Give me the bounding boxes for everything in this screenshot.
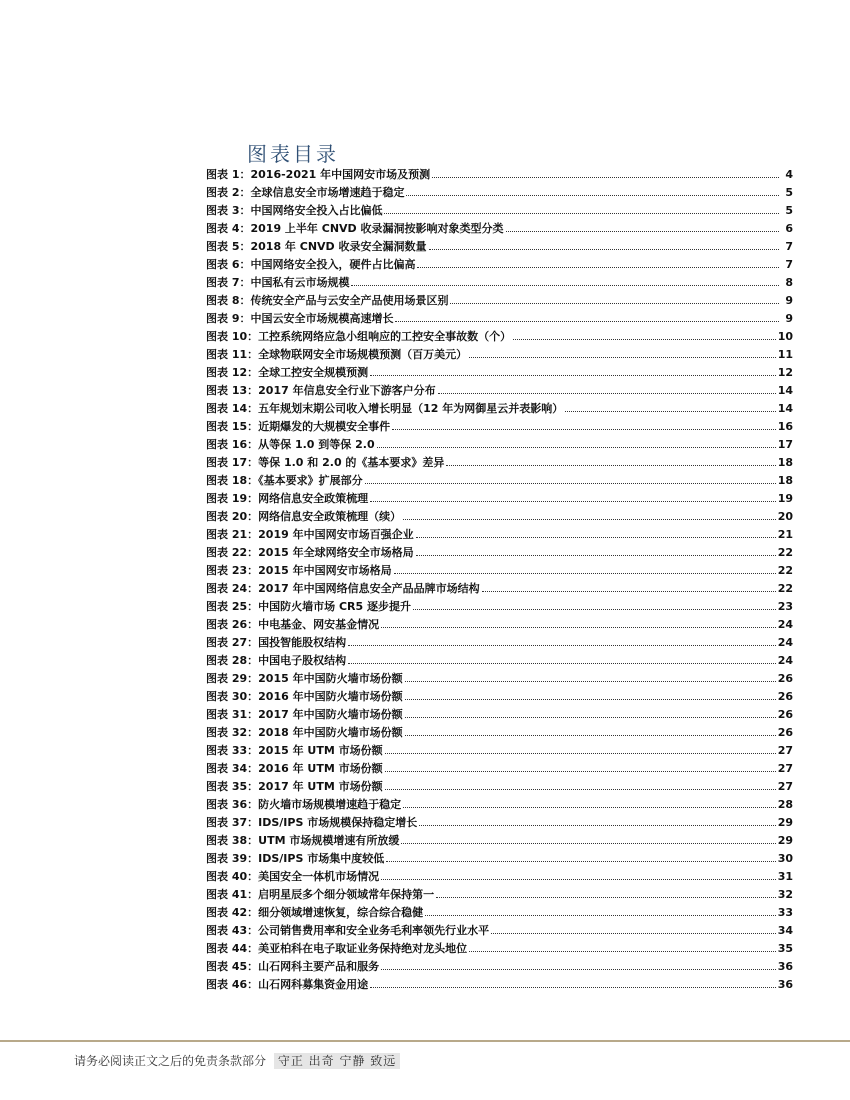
toc-leader-dots — [405, 687, 776, 700]
toc-entry[interactable] — [206, 345, 793, 363]
toc-leader-dots — [417, 255, 779, 268]
toc-leader-dots — [385, 741, 776, 754]
toc-entry-label: 图表 17：等保 1.0 和 2.0 的《基本要求》差异 — [206, 456, 445, 469]
toc-entry-label: 图表 43：公司销售费用率和安全业务毛利率领先行业水平 — [206, 924, 490, 937]
toc-entry-page: 27 — [777, 762, 793, 775]
toc-leader-dots — [429, 237, 779, 250]
toc-entry[interactable] — [206, 795, 793, 813]
toc-entry-page: 34 — [777, 924, 793, 937]
toc-entry[interactable] — [206, 669, 793, 687]
toc-leader-dots — [394, 561, 776, 574]
toc-entry-label: 图表 40：美国安全一体机市场情况 — [206, 870, 380, 883]
toc-leader-dots — [446, 453, 775, 466]
toc-entry-label: 图表 10：工控系统网络应急小组响应的工控安全事故数（个） — [206, 330, 512, 343]
toc-leader-dots — [377, 435, 776, 448]
toc-leader-dots — [405, 669, 776, 682]
toc-entry-page: 14 — [777, 402, 793, 415]
toc-entry-label: 图表 11：全球物联网安全市场规模预测（百万美元） — [206, 348, 468, 361]
toc-entry-label: 图表 8：传统安全产品与云安全产品使用场景区别 — [206, 294, 449, 307]
toc-entry-label: 图表 33：2015 年 UTM 市场份额 — [206, 744, 383, 757]
toc-entry-label: 图表 37：IDS/IPS 市场规模保持稳定增长 — [206, 816, 418, 829]
toc-entry[interactable] — [206, 687, 793, 705]
toc-entry-label: 图表 41：启明星辰多个细分领域常年保持第一 — [206, 888, 435, 901]
footer-divider — [0, 1040, 850, 1042]
toc-entry[interactable] — [206, 939, 793, 957]
toc-entry-page: 7 — [785, 240, 793, 253]
toc-entry[interactable] — [206, 489, 793, 507]
toc-leader-dots — [365, 471, 776, 484]
toc-entry[interactable] — [206, 957, 793, 975]
toc-entry-page: 22 — [777, 564, 793, 577]
toc-entry[interactable] — [206, 255, 793, 273]
toc-leader-dots — [406, 183, 779, 196]
toc-entry-page: 27 — [777, 744, 793, 757]
toc-entry-page: 20 — [777, 510, 793, 523]
toc-entry[interactable] — [206, 975, 793, 993]
toc-entry-page: 17 — [777, 438, 793, 451]
toc-entry-label: 图表 5：2018 年 CNVD 收录安全漏洞数量 — [206, 240, 427, 253]
toc-entry-page: 31 — [777, 870, 793, 883]
toc-entry-page: 4 — [785, 168, 793, 181]
toc-leader-dots — [506, 219, 779, 232]
toc-leader-dots — [469, 345, 776, 358]
toc-entry-page: 14 — [777, 384, 793, 397]
toc-entry-label: 图表 15：近期爆发的大规模安全事件 — [206, 420, 391, 433]
toc-leader-dots — [381, 957, 776, 970]
toc-entry[interactable] — [206, 219, 793, 237]
toc-entry-label: 图表 22：2015 年全球网络安全市场格局 — [206, 546, 414, 559]
toc-entry-page: 22 — [777, 546, 793, 559]
footer-motto: 守正 出奇 宁静 致远 — [274, 1053, 400, 1069]
toc-entry-label: 图表 32：2018 年中国防火墙市场份额 — [206, 726, 403, 739]
toc-entry-page: 18 — [777, 474, 793, 487]
toc-entry[interactable] — [206, 435, 793, 453]
toc-entry-label: 图表 9：中国云安全市场规模高速增长 — [206, 312, 394, 325]
toc-entry-label: 图表 20：网络信息安全政策梳理（续） — [206, 510, 402, 523]
toc-entry-page: 30 — [777, 852, 793, 865]
toc-leader-dots — [425, 903, 776, 916]
toc-entry[interactable] — [206, 417, 793, 435]
toc-entry-page: 8 — [785, 276, 793, 289]
toc-entry-page: 24 — [777, 618, 793, 631]
toc-entry-page: 28 — [777, 798, 793, 811]
toc-entry[interactable] — [206, 705, 793, 723]
toc-entry-label: 图表 25：中国防火墙市场 CR5 逐步提升 — [206, 600, 411, 613]
toc-entry[interactable] — [206, 831, 793, 849]
toc-entry[interactable] — [206, 867, 793, 885]
toc-entry[interactable] — [206, 399, 793, 417]
toc-entry-label: 图表 1：2016-2021 年中国网安市场及预测 — [206, 168, 431, 181]
toc-entry-label: 图表 21：2019 年中国网安市场百强企业 — [206, 528, 414, 541]
toc-entry-label: 图表 6：中国网络安全投入，硬件占比偏高 — [206, 258, 416, 271]
toc-leader-dots — [469, 939, 776, 952]
toc-entry-page: 21 — [777, 528, 793, 541]
toc-entry-label: 图表 16：从等保 1.0 到等保 2.0 — [206, 438, 375, 451]
toc-entry[interactable] — [206, 543, 793, 561]
toc-entry-page: 5 — [785, 186, 793, 199]
toc-entry-label: 图表 42：细分领域增速恢复，综合综合稳健 — [206, 906, 424, 919]
toc-entry[interactable] — [206, 885, 793, 903]
toc-entry-page: 32 — [777, 888, 793, 901]
toc-leader-dots — [416, 543, 776, 556]
toc-entry-label: 图表 46：山石网科募集资金用途 — [206, 978, 369, 991]
toc-entry[interactable] — [206, 309, 793, 327]
toc-leader-dots — [450, 291, 779, 304]
toc-entry-label: 图表 38：UTM 市场规模增速有所放缓 — [206, 834, 400, 847]
toc-leader-dots — [370, 363, 776, 376]
toc-leader-dots — [482, 579, 776, 592]
toc-entry-label: 图表 29：2015 年中国防火墙市场份额 — [206, 672, 403, 685]
toc-entry-page: 22 — [777, 582, 793, 595]
toc-entry-page: 27 — [777, 780, 793, 793]
toc-entry-label: 图表 30：2016 年中国防火墙市场份额 — [206, 690, 403, 703]
toc-entry[interactable] — [206, 651, 793, 669]
toc-entry[interactable] — [206, 273, 793, 291]
toc-leader-dots — [370, 489, 776, 502]
toc-entry[interactable] — [206, 363, 793, 381]
toc-leader-dots — [491, 921, 776, 934]
toc-entry-page: 36 — [777, 978, 793, 991]
toc-leader-dots — [401, 831, 775, 844]
toc-entry[interactable] — [206, 849, 793, 867]
toc-entry[interactable] — [206, 183, 793, 201]
toc-entry-page: 18 — [777, 456, 793, 469]
toc-leader-dots — [385, 777, 776, 790]
toc-leader-dots — [438, 381, 776, 394]
toc-entry-page: 11 — [777, 348, 793, 361]
toc-entry-label: 图表 36：防火墙市场规模增速趋于稳定 — [206, 798, 402, 811]
toc-entry-page: 23 — [777, 600, 793, 613]
toc-leader-dots — [348, 651, 776, 664]
toc-entry-label: 图表 34：2016 年 UTM 市场份额 — [206, 762, 383, 775]
toc-entry-page: 36 — [777, 960, 793, 973]
toc-entry-label: 图表 2：全球信息安全市场增速趋于稳定 — [206, 186, 405, 199]
toc-entry[interactable] — [206, 723, 793, 741]
footer-disclaimer: 请务必阅读正文之后的免责条款部分 — [74, 1054, 267, 1068]
toc-leader-dots — [381, 867, 776, 880]
toc-leader-dots — [370, 975, 776, 988]
toc-title: 图表目录 — [247, 142, 339, 166]
toc-entry-page: 10 — [777, 330, 793, 343]
toc-entry-page: 26 — [777, 726, 793, 739]
toc-entry-page: 24 — [777, 654, 793, 667]
toc-entry[interactable] — [206, 813, 793, 831]
toc-leader-dots — [386, 849, 775, 862]
footer — [74, 1052, 400, 1069]
toc-leader-dots — [348, 633, 776, 646]
toc-entry-page: 26 — [777, 708, 793, 721]
toc-entry-page: 29 — [777, 834, 793, 847]
toc-entry[interactable] — [206, 327, 793, 345]
toc-leader-dots — [381, 615, 776, 628]
toc-entry-page: 29 — [777, 816, 793, 829]
toc-entry[interactable] — [206, 453, 793, 471]
toc-entry-label: 图表 39：IDS/IPS 市场集中度较低 — [206, 852, 385, 865]
toc-entry[interactable] — [206, 165, 793, 183]
toc-entry-label: 图表 19：网络信息安全政策梳理 — [206, 492, 369, 505]
toc-entry-label: 图表 27：国投智能股权结构 — [206, 636, 347, 649]
toc-entry[interactable] — [206, 471, 793, 489]
toc-entry[interactable] — [206, 525, 793, 543]
toc-leader-dots — [351, 273, 779, 286]
toc-leader-dots — [419, 813, 775, 826]
toc-entry-label: 图表 13：2017 年信息安全行业下游客户分布 — [206, 384, 436, 397]
toc-leader-dots — [385, 759, 776, 772]
toc-entry[interactable] — [206, 597, 793, 615]
toc-entry[interactable] — [206, 615, 793, 633]
toc-entry-label: 图表 26：中电基金、网安基金情况 — [206, 618, 380, 631]
toc-entry-page: 33 — [777, 906, 793, 919]
toc-entry[interactable] — [206, 633, 793, 651]
toc-leader-dots — [405, 705, 776, 718]
toc-entry[interactable] — [206, 903, 793, 921]
toc-entry-label: 图表 31：2017 年中国防火墙市场份额 — [206, 708, 403, 721]
toc-leader-dots — [403, 795, 776, 808]
toc-entry-page: 19 — [777, 492, 793, 505]
toc-leader-dots — [513, 327, 776, 340]
toc-entry-label: 图表 45：山石网科主要产品和服务 — [206, 960, 380, 973]
toc-entry[interactable] — [206, 579, 793, 597]
toc-leader-dots — [413, 597, 776, 610]
toc-entry-label: 图表 44：美亚柏科在电子取证业务保持绝对龙头地位 — [206, 942, 468, 955]
toc-leader-dots — [384, 201, 779, 214]
toc-entry-label: 图表 12：全球工控安全规模预测 — [206, 366, 369, 379]
toc-entry[interactable] — [206, 777, 793, 795]
toc-entry-page: 9 — [785, 294, 793, 307]
toc-leader-dots — [436, 885, 776, 898]
toc-entry[interactable] — [206, 291, 793, 309]
toc-entry-page: 26 — [777, 672, 793, 685]
toc-entry-label: 图表 4：2019 上半年 CNVD 收录漏洞按影响对象类型分类 — [206, 222, 504, 235]
toc-entry-page: 7 — [785, 258, 793, 271]
toc-entry[interactable] — [206, 759, 793, 777]
toc-entry[interactable] — [206, 741, 793, 759]
toc-leader-dots — [403, 507, 776, 520]
toc-entry[interactable] — [206, 237, 793, 255]
toc-entry[interactable] — [206, 381, 793, 399]
toc-entry-label: 图表 14：五年规划末期公司收入增长明显（12 年为网御星云并表影响） — [206, 402, 564, 415]
toc-entry-label: 图表 24：2017 年中国网络信息安全产品品牌市场结构 — [206, 582, 480, 595]
toc-list — [206, 165, 793, 993]
toc-entry-page: 9 — [785, 312, 793, 325]
toc-entry-label: 图表 28：中国电子股权结构 — [206, 654, 347, 667]
toc-leader-dots — [432, 165, 779, 178]
toc-entry-label: 图表 3：中国网络安全投入占比偏低 — [206, 204, 383, 217]
toc-leader-dots — [392, 417, 776, 430]
toc-entry-page: 35 — [777, 942, 793, 955]
toc-entry-label: 图表 23：2015 年中国网安市场格局 — [206, 564, 392, 577]
toc-entry-page: 6 — [785, 222, 793, 235]
toc-entry[interactable] — [206, 201, 793, 219]
toc-entry-label: 图表 7：中国私有云市场规模 — [206, 276, 350, 289]
toc-entry-page: 5 — [785, 204, 793, 217]
toc-entry-label: 图表 18：《基本要求》扩展部分 — [206, 474, 363, 487]
toc-leader-dots — [395, 309, 779, 322]
toc-leader-dots — [565, 399, 775, 412]
toc-leader-dots — [416, 525, 776, 538]
toc-entry-page: 26 — [777, 690, 793, 703]
toc-entry[interactable] — [206, 921, 793, 939]
toc-entry[interactable] — [206, 561, 793, 579]
toc-entry-page: 12 — [777, 366, 793, 379]
toc-entry-page: 24 — [777, 636, 793, 649]
toc-entry[interactable] — [206, 507, 793, 525]
toc-entry-page: 16 — [777, 420, 793, 433]
toc-entry-label: 图表 35：2017 年 UTM 市场份额 — [206, 780, 383, 793]
toc-leader-dots — [405, 723, 776, 736]
